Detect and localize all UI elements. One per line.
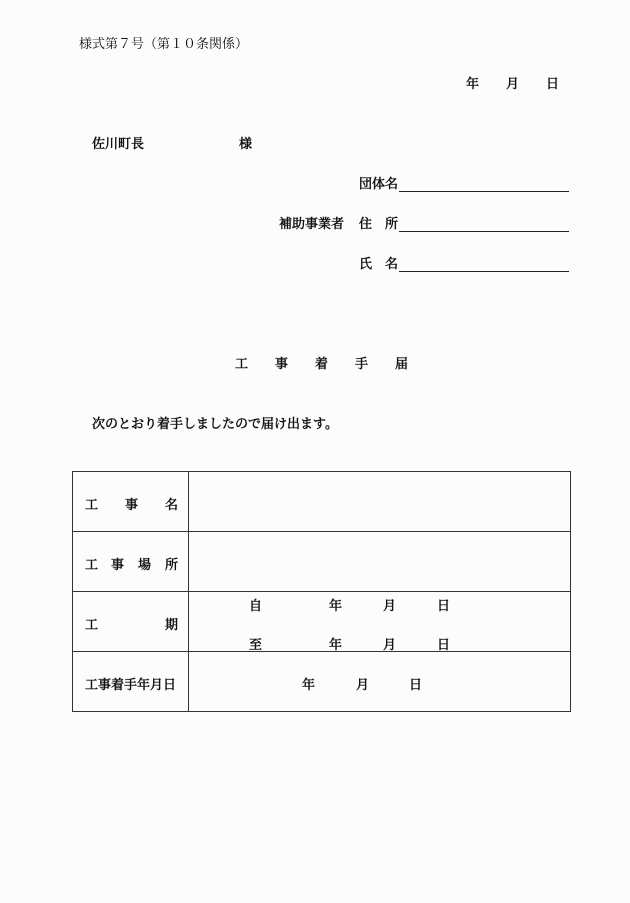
table-row bbox=[73, 532, 571, 592]
work-period-field[interactable] bbox=[189, 592, 571, 652]
period-from-year: 年 bbox=[329, 599, 343, 614]
period-from-day: 日 bbox=[437, 599, 451, 614]
work-name-field[interactable] bbox=[189, 472, 571, 532]
group-name-field[interactable] bbox=[399, 173, 569, 192]
address-label: 住 所 bbox=[359, 217, 399, 232]
addressee-honorific: 様 bbox=[239, 137, 253, 152]
row-label-work-period: 工 期 bbox=[73, 592, 189, 652]
title-char-2: 事 bbox=[275, 357, 289, 372]
table-row bbox=[73, 472, 571, 532]
addressee-name: 佐川町長 bbox=[92, 137, 145, 152]
header-date-day: 日 bbox=[546, 77, 560, 92]
title-char-3: 着 bbox=[315, 357, 329, 372]
start-date-year: 年 bbox=[302, 678, 316, 693]
start-date-day: 日 bbox=[409, 678, 423, 693]
table-row bbox=[73, 652, 571, 712]
title-char-5: 届 bbox=[395, 357, 409, 372]
header-date-year: 年 bbox=[466, 77, 480, 92]
applicant-role-label: 補助事業者 bbox=[279, 217, 345, 232]
row-label-work-name: 工 事 名 bbox=[73, 472, 189, 532]
form-number: 様式第７号（第１０条関係） bbox=[79, 37, 249, 52]
row-label-work-location: 工 事 場 所 bbox=[73, 532, 189, 592]
work-location-field[interactable] bbox=[189, 532, 571, 592]
period-to: 至 bbox=[249, 638, 263, 653]
title-char-1: 工 bbox=[235, 357, 249, 372]
title-char-4: 手 bbox=[355, 357, 369, 372]
start-date-field[interactable] bbox=[189, 652, 571, 712]
period-from-month: 月 bbox=[383, 599, 397, 614]
row-label-start-date: 工事着手年月日 bbox=[73, 652, 189, 712]
period-from: 自 bbox=[249, 599, 263, 614]
table-row bbox=[73, 592, 571, 652]
body-text: 次のとおり着手しましたので届け出ます。 bbox=[92, 417, 338, 432]
period-to-month: 月 bbox=[383, 638, 397, 653]
group-name-label: 団体名 bbox=[359, 177, 399, 192]
period-to-year: 年 bbox=[329, 638, 343, 653]
name-field[interactable] bbox=[399, 253, 569, 272]
name-label: 氏 名 bbox=[359, 257, 399, 272]
address-field[interactable] bbox=[399, 213, 569, 232]
period-to-day: 日 bbox=[437, 638, 451, 653]
header-date-month: 月 bbox=[506, 77, 520, 92]
start-date-month: 月 bbox=[356, 678, 370, 693]
form-table bbox=[72, 471, 571, 712]
